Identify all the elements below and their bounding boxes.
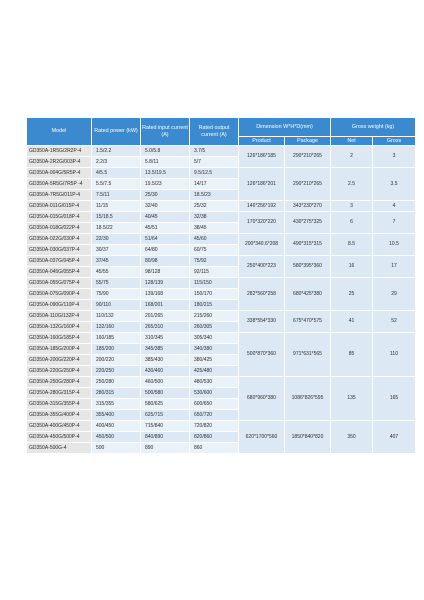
cell-rated-input: 64/80 [141,245,190,256]
cell-model: GD350A-400G/450P-4 [27,421,92,432]
cell-rated-output: 720/820 [190,421,239,432]
cell-rated-output: 5/7 [190,157,239,168]
cell-rated-output: 425/480 [190,366,239,377]
cell-model: GD350A-055G/075P-4 [27,278,92,289]
cell-rated-output: 820/860 [190,432,239,443]
cell-package-dimension: 290*210*265 [285,146,331,168]
cell-model: GD350A-045G/055P-4 [27,267,92,278]
cell-rated-output: 530/600 [190,388,239,399]
cell-model: GD350A-075G/090P-4 [27,289,92,300]
cell-gross-weight: 4 [373,201,416,212]
cell-rated-output: 75/92 [190,256,239,267]
cell-net-weight: 8.5 [331,234,373,256]
cell-rated-output: 25/32 [190,201,239,212]
table-row [27,333,416,344]
cell-rated-input: 310/345 [141,333,190,344]
cell-product-dimension: 250*400*223 [239,256,285,278]
cell-package-dimension: 290*210*265 [285,168,331,201]
col-header-gross: Gross [373,137,416,146]
col-header-gross-weight: Gross weight (kg) [331,118,416,137]
cell-rated-output: 340/380 [190,344,239,355]
cell-model: GD350A-220G/250P-4 [27,366,92,377]
cell-product-dimension: 126*186*185 [239,146,285,168]
cell-rated-power: 2.2/3 [92,157,141,168]
cell-rated-output: 18.5/23 [190,190,239,201]
cell-rated-input: 500/580 [141,388,190,399]
cell-rated-power: 45/55 [92,267,141,278]
cell-rated-power: 37/45 [92,256,141,267]
cell-package-dimension: 430*275*325 [285,212,331,234]
cell-rated-output: 650/720 [190,410,239,421]
cell-rated-input: 51/64 [141,234,190,245]
col-header-dimension: Dimension W*H*D(mm) [239,118,331,137]
cell-rated-output: 380/425 [190,355,239,366]
cell-model: GD350A-132G/160P-4 [27,322,92,333]
cell-rated-input: 890 [141,443,190,454]
cell-model: GD350A-280G/315P-4 [27,388,92,399]
cell-rated-input: 25/30 [141,190,190,201]
cell-rated-power: 132/160 [92,322,141,333]
col-header-model: Model [27,118,92,146]
cell-rated-input: 80/98 [141,256,190,267]
cell-package-dimension: 1850*840*820 [285,421,331,454]
cell-product-dimension: 170*320*220 [239,212,285,234]
cell-rated-power: 55/75 [92,278,141,289]
cell-package-dimension: 1086*826*595 [285,377,331,421]
cell-model: GD350A-015G/018P-4 [27,212,92,223]
cell-rated-input: 385/430 [141,355,190,366]
cell-rated-output: 115/150 [190,278,239,289]
cell-model: GD350A-185G/200P-4 [27,344,92,355]
cell-model: GD350A-022G/030P-4 [27,234,92,245]
cell-rated-power: 280/315 [92,388,141,399]
cell-rated-power: 90/110 [92,300,141,311]
cell-rated-power: 30/37 [92,245,141,256]
cell-rated-input: 32/40 [141,201,190,212]
cell-rated-power: 4/5.5 [92,168,141,179]
cell-rated-power: 160/185 [92,333,141,344]
cell-package-dimension: 343*230*270 [285,201,331,212]
cell-model: GD350A-250G/280P-4 [27,377,92,388]
cell-rated-input: 128/139 [141,278,190,289]
cell-rated-output: 180/215 [190,300,239,311]
cell-rated-input: 580/625 [141,399,190,410]
cell-model: GD350A-018G/022P-4 [27,223,92,234]
cell-rated-input: 19.5/23 [141,179,190,190]
cell-rated-power: 250/280 [92,377,141,388]
cell-rated-output: 260/305 [190,322,239,333]
cell-rated-output: 3.7/5 [190,146,239,157]
cell-model: GD350A-500G-4 [27,443,92,454]
cell-gross-weight: 29 [373,278,416,311]
cell-net-weight: 6 [331,212,373,234]
cell-net-weight: 41 [331,311,373,333]
cell-product-dimension: 282*560*258 [239,278,285,311]
cell-package-dimension: 971*631*565 [285,333,331,377]
table-row [27,168,416,179]
cell-gross-weight: 165 [373,377,416,421]
cell-rated-power: 1.5/2.2 [92,146,141,157]
col-header-net: Net [331,137,373,146]
cell-rated-input: 840/890 [141,432,190,443]
cell-gross-weight: 52 [373,311,416,333]
cell-model: GD350A-450G/500P-4 [27,432,92,443]
table-row [27,421,416,432]
cell-rated-power: 75/90 [92,289,141,300]
cell-product-dimension: 680*960*380 [239,377,285,421]
table-row [27,212,416,223]
cell-model: GD350A-110G/132P-4 [27,311,92,322]
cell-gross-weight: 17 [373,256,416,278]
cell-rated-power: 450/500 [92,432,141,443]
cell-product-dimension: 200*340.6*208 [239,234,285,256]
table-body [27,146,416,454]
cell-net-weight: 2.5 [331,168,373,201]
cell-model: GD350A-037G/045P-4 [27,256,92,267]
cell-rated-output: 92/115 [190,267,239,278]
cell-product-dimension: 338*554*330 [239,311,285,333]
cell-rated-output: 32/38 [190,212,239,223]
table-row [27,256,416,267]
cell-rated-power: 400/450 [92,421,141,432]
cell-rated-power: 22/30 [92,234,141,245]
cell-rated-output: 215/260 [190,311,239,322]
cell-rated-input: 13.5/19.5 [141,168,190,179]
cell-package-dimension: 680*425*380 [285,278,331,311]
cell-rated-input: 45/51 [141,223,190,234]
col-header-package: Package [285,137,331,146]
cell-rated-power: 200/220 [92,355,141,366]
cell-rated-input: 40/45 [141,212,190,223]
cell-model: GD350A-315G/355P-4 [27,399,92,410]
cell-rated-input: 460/500 [141,377,190,388]
cell-net-weight: 350 [331,421,373,454]
cell-product-dimension: 146*256*192 [239,201,285,212]
cell-rated-input: 139/168 [141,289,190,300]
cell-rated-output: 60/75 [190,245,239,256]
cell-rated-power: 5.5/7.5 [92,179,141,190]
cell-rated-input: 625/715 [141,410,190,421]
cell-gross-weight: 3.5 [373,168,416,201]
cell-net-weight: 2 [331,146,373,168]
cell-gross-weight: 10.5 [373,234,416,256]
table-row [27,234,416,245]
cell-model: GD350A-200G/220P-4 [27,355,92,366]
cell-model: GD350A-090G/110P-4 [27,300,92,311]
cell-model: GD350A-2R2G/003P-4 [27,157,92,168]
cell-net-weight: 3 [331,201,373,212]
table-row [27,201,416,212]
cell-product-dimension: 126*186*201 [239,168,285,201]
cell-rated-input: 168/201 [141,300,190,311]
cell-net-weight: 16 [331,256,373,278]
cell-gross-weight: 407 [373,421,416,454]
col-header-rated-input: Rated input current (A) [141,118,190,146]
cell-rated-power: 110/132 [92,311,141,322]
cell-rated-output: 600/650 [190,399,239,410]
cell-net-weight: 25 [331,278,373,311]
cell-rated-power: 500 [92,443,141,454]
cell-model: GD350A-160G/185P-4 [27,333,92,344]
cell-rated-power: 15/18.5 [92,212,141,223]
cell-gross-weight: 3 [373,146,416,168]
cell-product-dimension: 500*870*360 [239,333,285,377]
cell-model: GD350A-004G/5R5P-4 [27,168,92,179]
cell-rated-power: 355/400 [92,410,141,421]
table-row [27,146,416,157]
cell-rated-output: 14/17 [190,179,239,190]
spec-table [27,118,416,454]
cell-rated-input: 345/385 [141,344,190,355]
cell-rated-power: 18.5/22 [92,223,141,234]
cell-package-dimension: 490*315*315 [285,234,331,256]
cell-gross-weight: 110 [373,333,416,377]
cell-model: GD350A-030G/037P-4 [27,245,92,256]
cell-rated-output: 305/340 [190,333,239,344]
table-row [27,311,416,322]
cell-model: GD350A-355G/400P-4 [27,410,92,421]
cell-rated-input: 430/460 [141,366,190,377]
cell-rated-input: 98/128 [141,267,190,278]
spec-sheet [27,118,416,454]
cell-rated-input: 5.8/11 [141,157,190,168]
cell-rated-power: 7.5/11 [92,190,141,201]
cell-rated-output: 860 [190,443,239,454]
cell-rated-power: 315/355 [92,399,141,410]
cell-rated-output: 9.5/12.5 [190,168,239,179]
cell-package-dimension: 675*470*575 [285,311,331,333]
cell-rated-power: 185/200 [92,344,141,355]
table-header [27,118,416,146]
table-row [27,377,416,388]
cell-rated-input: 715/840 [141,421,190,432]
cell-rated-output: 150/170 [190,289,239,300]
cell-product-dimension: 620*1700*560 [239,421,285,454]
cell-net-weight: 135 [331,377,373,421]
col-header-product: Product [239,137,285,146]
col-header-rated-output: Rated output current (A) [190,118,239,146]
col-header-rated-power: Rated power (kW) [92,118,141,146]
table-row [27,278,416,289]
cell-rated-power: 11/15 [92,201,141,212]
cell-rated-input: 265/310 [141,322,190,333]
cell-rated-input: 201/265 [141,311,190,322]
cell-model: GD350A-1R5G/2R2P-4 [27,146,92,157]
cell-rated-output: 38/45 [190,223,239,234]
cell-package-dimension: 580*395*360 [285,256,331,278]
cell-model: GD350A-011G/015P-4 [27,201,92,212]
cell-gross-weight: 7 [373,212,416,234]
cell-model: GD350A-5R5G/7R5P -4 [27,179,92,190]
cell-net-weight: 85 [331,333,373,377]
cell-rated-power: 220/250 [92,366,141,377]
cell-model: GD350A-7R5G/011P-4 [27,190,92,201]
cell-rated-output: 45/60 [190,234,239,245]
cell-rated-input: 5.0/5.8 [141,146,190,157]
cell-rated-output: 480/530 [190,377,239,388]
